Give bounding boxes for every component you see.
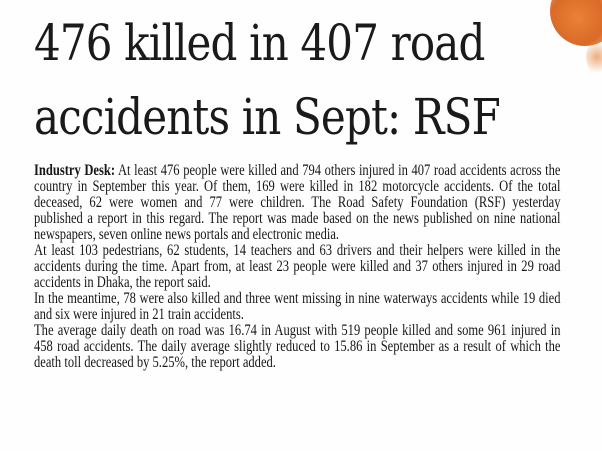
- paragraph-1-text: At least 476 people were killed and 794 others injured in 407 road accidents across the country in September this year. Of them, 169 were killed in 182 motorcycle accidents. Of the total deceased, 62 were women and 77 were children. The Road Safety Foundation (RSF) yesterday published a report in this regard. The report was made based on the news published on nine national newspapers, seven online news portals and electronic media.: [34, 162, 561, 243]
- article-headline: [34, 6, 500, 154]
- headline-line-2: accidents in Sept: RSF: [34, 88, 500, 146]
- paragraph-2: At least 103 pedestrians, 62 students, 14 teachers and 63 drivers and their helpers were killed in the accidents during the time. Apart from, at least 23 people were killed and 37 others injured in 29 road accidents in Dhaka, the report said.: [34, 242, 561, 291]
- paragraph-3: In the meantime, 78 were also killed and three went missing in nine waterways accidents while 19 died and six were injured in 21 train accidents.: [34, 290, 561, 323]
- paragraph-4: The average daily death on road was 16.74 in August with 519 people killed and some 961 injured in 458 road accidents. The daily average slightly reduced to 15.86 in September as a result of which the death toll decreased by 5.25%, the report added.: [34, 322, 561, 371]
- orange-corner-graphic-small: [586, 40, 602, 74]
- headline-line-1: 476 killed in 407 road: [34, 14, 485, 72]
- article-body: [34, 163, 561, 371]
- orange-corner-graphic: [550, 0, 602, 46]
- paragraph-1: [34, 163, 561, 243]
- dateline: Industry Desk:: [34, 162, 116, 179]
